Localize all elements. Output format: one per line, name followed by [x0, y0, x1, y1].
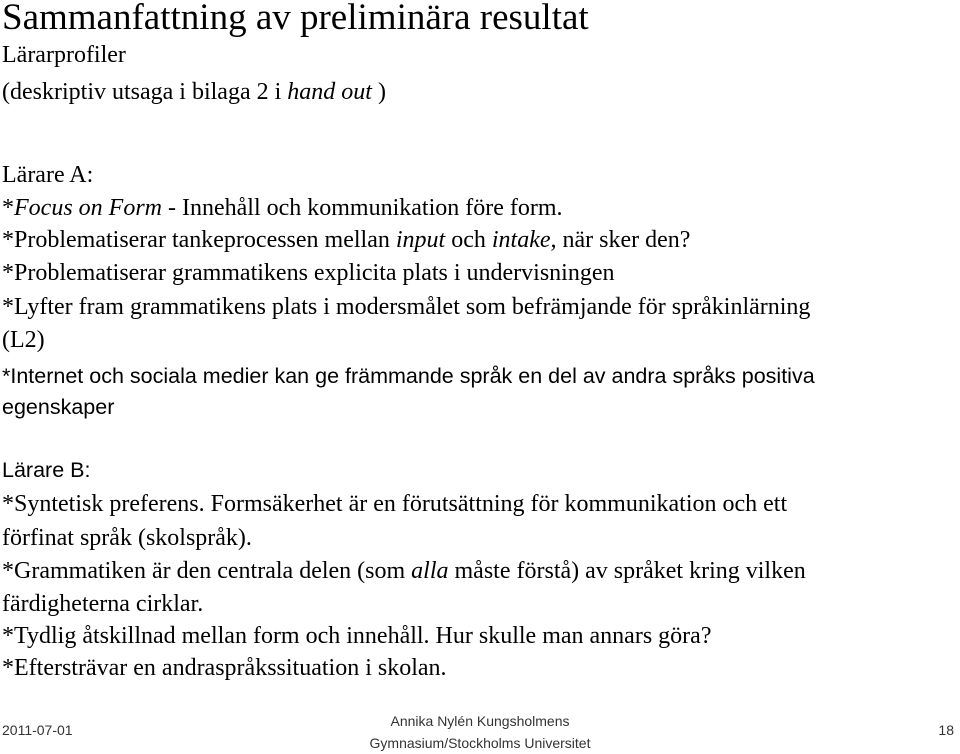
teacher-a-line: *Problematiserar grammatikens explicita plats i undervisningen	[2, 260, 615, 286]
teacher-b-line: *Eftersträvar en andraspråkssituation i skolan.	[2, 655, 447, 681]
page-number: 18	[938, 722, 954, 738]
teacher-b-line: *Syntetisk preferens. Formsäkerhet är en förutsättning för kommunikation och ett	[2, 491, 788, 517]
teacher-a-line: egenskaper	[2, 395, 115, 419]
subtitle: Lärarprofiler	[2, 42, 126, 68]
teacher-b-line: färdigheterna cirklar.	[2, 591, 204, 617]
teacher-b-line: *Grammatiken är den centrala delen (som alla måste förstå) av språket kring vilken	[2, 558, 806, 584]
subtitle-note: (deskriptiv utsaga i bilaga 2 i hand out )	[2, 79, 386, 105]
teacher-a-line: *Lyfter fram grammatikens plats i modersmålet som befrämjande för språkinlärning	[2, 294, 811, 320]
footer-author-line: Annika Nylén Kungsholmens	[390, 713, 570, 729]
teacher-a-line: *Problematiserar tankeprocessen mellan input och intake, när sker den?	[2, 227, 691, 253]
teacher-a-heading: Lärare A:	[2, 162, 94, 188]
teacher-a-line: *Focus on Form - Innehåll och kommunikation före form.	[2, 195, 563, 221]
teacher-a-line: (L2)	[2, 327, 45, 353]
footer-date: 2011-07-01	[2, 722, 73, 738]
footer-author-line: Gymnasium/Stockholms Universitet	[369, 735, 591, 751]
teacher-b-line: förfinat språk (skolspråk).	[2, 525, 252, 551]
teacher-b-line: *Tydlig åtskillnad mellan form och innehåll. Hur skulle man annars göra?	[2, 623, 712, 649]
footer-author	[0, 710, 960, 754]
page-title: Sammanfattning av preliminära resultat	[2, 0, 589, 38]
teacher-a-line: *Internet och sociala medier kan ge främmande språk en del av andra språks positiva	[2, 364, 815, 388]
teacher-b-heading: Lärare B:	[2, 458, 91, 482]
